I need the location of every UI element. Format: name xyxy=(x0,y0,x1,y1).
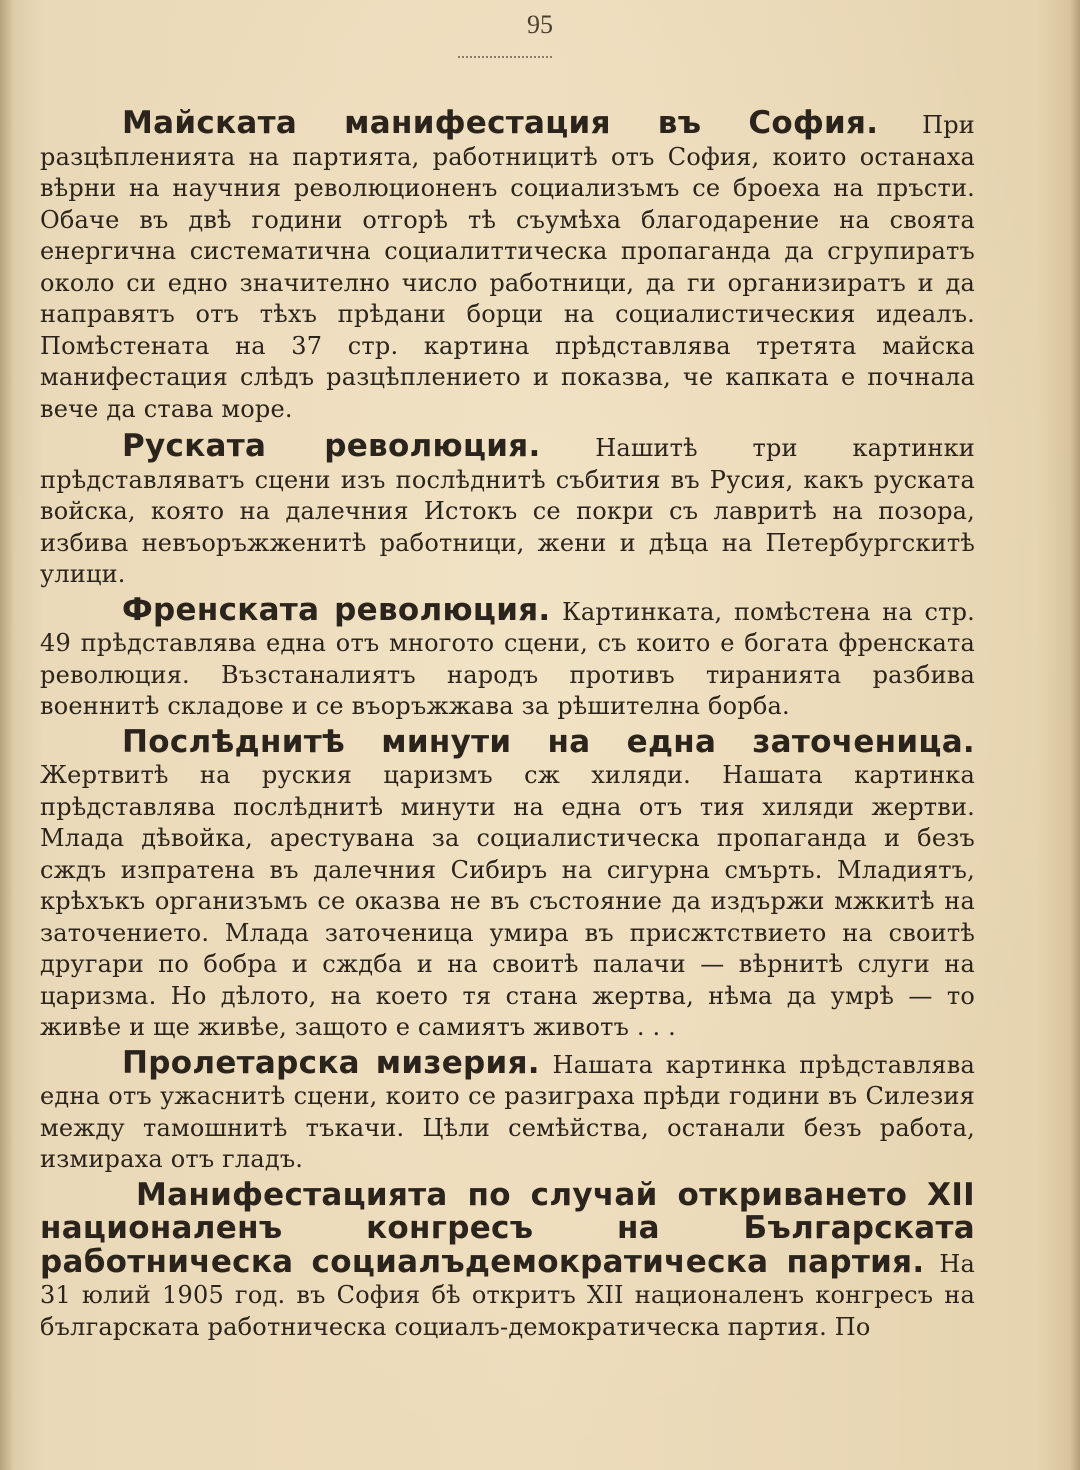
paragraph-heading: Послѣднитѣ минути на една заточеница. xyxy=(122,723,975,760)
paragraph-text: Нашитѣ три картинки прѣдставляватъ сцени изъ послѣднитѣ събития въ Русия, какъ руската войска, която на далечния Истокъ се покри съ лавритѣ на позора, избива невъоръжженитѣ работници, жени и дѣца на Петербургскитѣ улици. xyxy=(40,434,975,588)
paragraph-heading: Руската революция. xyxy=(122,428,541,464)
paragraph-french-revolution xyxy=(40,591,975,723)
paragraph-heading: Майската манифестация въ София. xyxy=(122,105,879,141)
body-text xyxy=(40,102,975,1345)
page-right-edge-shading xyxy=(1070,0,1080,1470)
paragraph-text: На 31 юлий 1905 год. въ София бѣ откритъ XII националенъ конгресъ на българската работническа социалъ-демократическа партия. По xyxy=(40,1249,975,1341)
paragraph-text: Картинката, помѣстена на стр. 49 прѣдставлява една отъ многото сцени, съ които е богата френската революция. Възстаналиятъ народъ противъ тиранията разбива военнитѣ складове и се въоръжжава за рѣшителна борба. xyxy=(40,597,975,720)
page-number: 95 xyxy=(527,10,553,39)
paragraph-text: При разцѣпленията на партията, работницитѣ отъ София, които останаха вѣрни на научния революционенъ социализъмъ се броеха на пръсти. Обаче въ двѣ години отгорѣ тѣ съумѣха благодарение на своята енергична систематична социалиттическа пропаганда да сгрупиратъ около си едно значително число работници, да ги организиратъ и да направятъ отъ тѣхъ прѣдани борци на социалистическия идеалъ. Помѣстената на 37 стр. картина прѣдставлява третята майска манифестация слѣдъ разцѣплението и показва, че капката е почнала вече да става море. xyxy=(40,111,975,423)
paragraph-proletarian-misery xyxy=(40,1044,975,1176)
header-dotted-rule xyxy=(458,56,552,58)
paragraph-text: Нашата картинка прѣдставлява една отъ ужаснитѣ сцени, които се разиграха прѣди години въ Силезия между тамошнитѣ тъкачи. Цѣли семѣйства, останали безъ работа, измираха отъ гладъ. xyxy=(40,1050,975,1173)
paragraph-may-manifestation xyxy=(40,105,975,425)
paragraph-text: Жертвитѣ на руския царизмъ сж хиляди. Нашата картинка прѣдставлява послѣднитѣ минути на една отъ тия хиляди жертви. Млада дѣвойка, арестувана за социалистическа пропаганда и безъ сждъ изпратена въ далечния Сибиръ на сигурна смърть. Младиятъ, крѣхъкъ организъмъ се оказва не въ състояние да издържи мжкитѣ на заточението. Млада заточеница умира въ присжтствието на своитѣ другари по бобра и сждба и на своитѣ палачи — вѣрнитѣ слуги на царизма. Но дѣлото, на което тя стана жертва, нѣма да умрѣ — то живѣе и ще живѣе, защото е самиятъ животъ . . . xyxy=(40,761,975,1041)
paragraph-heading: Пролетарска мизерия. xyxy=(122,1044,540,1081)
paragraph-russian-revolution xyxy=(40,428,975,591)
paragraph-last-minutes-exile xyxy=(40,723,975,1044)
paragraph-heading: Френската революция. xyxy=(122,591,551,628)
page-left-edge-shading xyxy=(0,0,14,1470)
paragraph-congress-manifestation xyxy=(40,1176,975,1344)
paragraph-heading: Манифестацията по случай откриването XII националенъ конгресъ на Българската работническа социалъдемократическа партия. xyxy=(40,1176,975,1280)
